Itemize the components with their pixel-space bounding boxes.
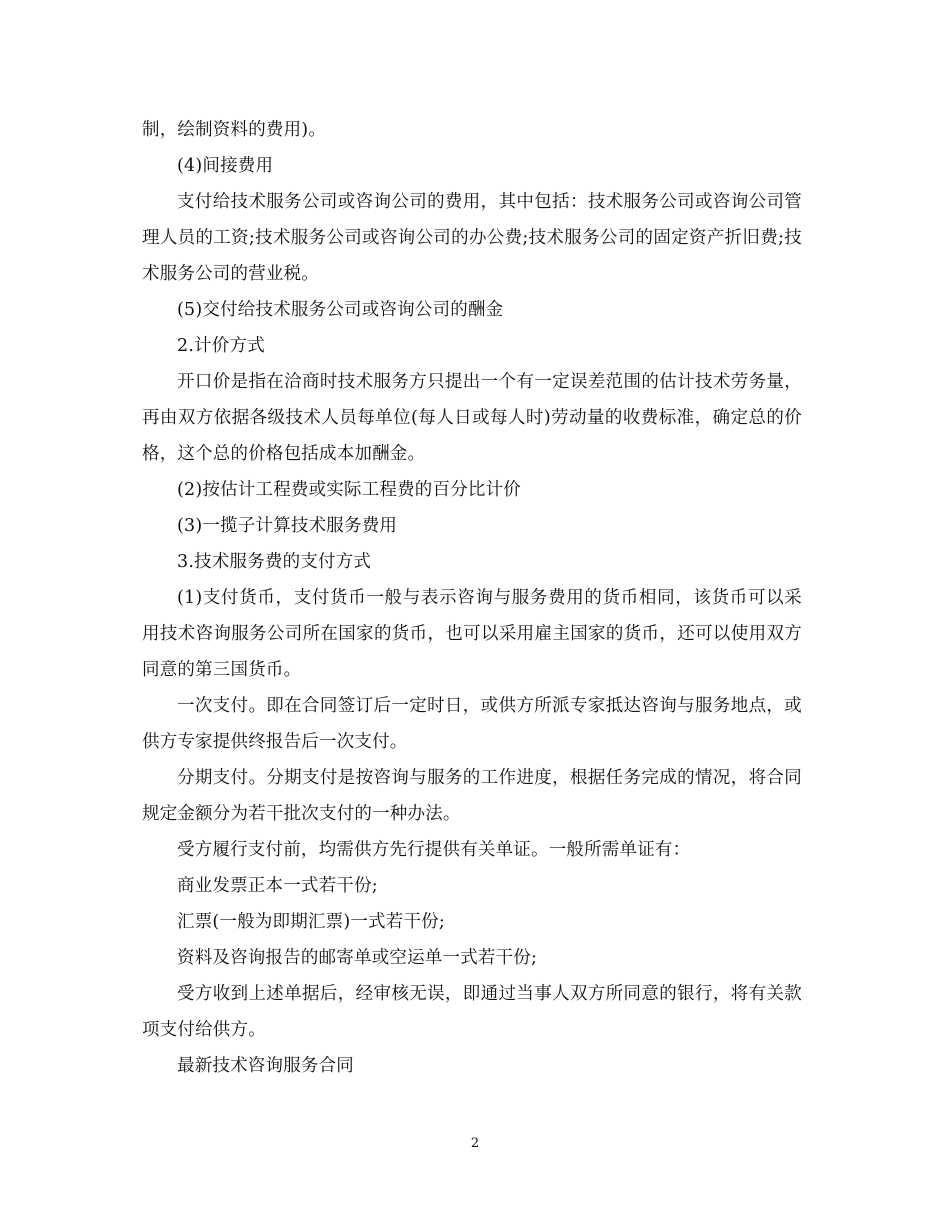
page-number: 2 — [470, 1136, 480, 1151]
paragraph: 受方收到上述单据后，经审核无误，即通过当事人双方所同意的银行，将有关款项支付给供方。 — [142, 984, 802, 1040]
list-item: 汇票(一般为即期汇票)一式若干份; — [177, 912, 445, 932]
document-body — [142, 112, 802, 1084]
paragraph: 受方履行支付前，均需供方先行提供有关单证。一般所需单证有： — [177, 840, 691, 860]
section-heading: (4)间接费用 — [177, 156, 274, 176]
section-heading: (5)交付给技术服务公司或咨询公司的酬金 — [177, 300, 504, 320]
paragraph: 开口价是指在洽商时技术服务方只提出一个有一定误差范围的估计技术劳务量，再由双方依据各级技术人员每单位(每人日或每人时)劳动量的收费标准，确定总的价格，这个总的价格包括成本加酬金。 — [142, 372, 802, 464]
paragraph: 分期支付。分期支付是按咨询与服务的工作进度，根据任务完成的情况，将合同规定金额分为若干批次支付的一种办法。 — [142, 768, 802, 824]
paragraph: 支付给技术服务公司或咨询公司的费用，其中包括：技术服务公司或咨询公司管理人员的工资;技术服务公司或咨询公司的办公费;技术服务公司的固定资产折旧费;技术服务公司的营业税。 — [142, 192, 802, 284]
paragraph: (1)支付货币，支付货币一般与表示咨询与服务费用的货币相同，该货币可以采用技术咨询服务公司所在国家的货币，也可以采用雇主国家的货币，还可以使用双方同意的第三国货币。 — [142, 588, 802, 680]
paragraph: 一次支付。即在合同签订后一定时日，或供方所派专家抵达咨询与服务地点，或供方专家提供终报告后一次支付。 — [142, 696, 802, 752]
section-heading: (2)按估计工程费或实际工程费的百分比计价 — [177, 480, 521, 500]
paragraph: 制，绘制资料的费用)。 — [142, 120, 327, 140]
list-item: 资料及咨询报告的邮寄单或空运单一式若干份; — [177, 948, 538, 968]
paragraph: 最新技术咨询服务合同 — [177, 1056, 354, 1076]
section-heading: 2.计价方式 — [177, 336, 265, 356]
list-item: 商业发票正本一式若干份; — [177, 876, 378, 896]
section-heading: 3.技术服务费的支付方式 — [177, 552, 372, 572]
section-heading: (3)一揽子计算技术服务费用 — [177, 516, 398, 536]
